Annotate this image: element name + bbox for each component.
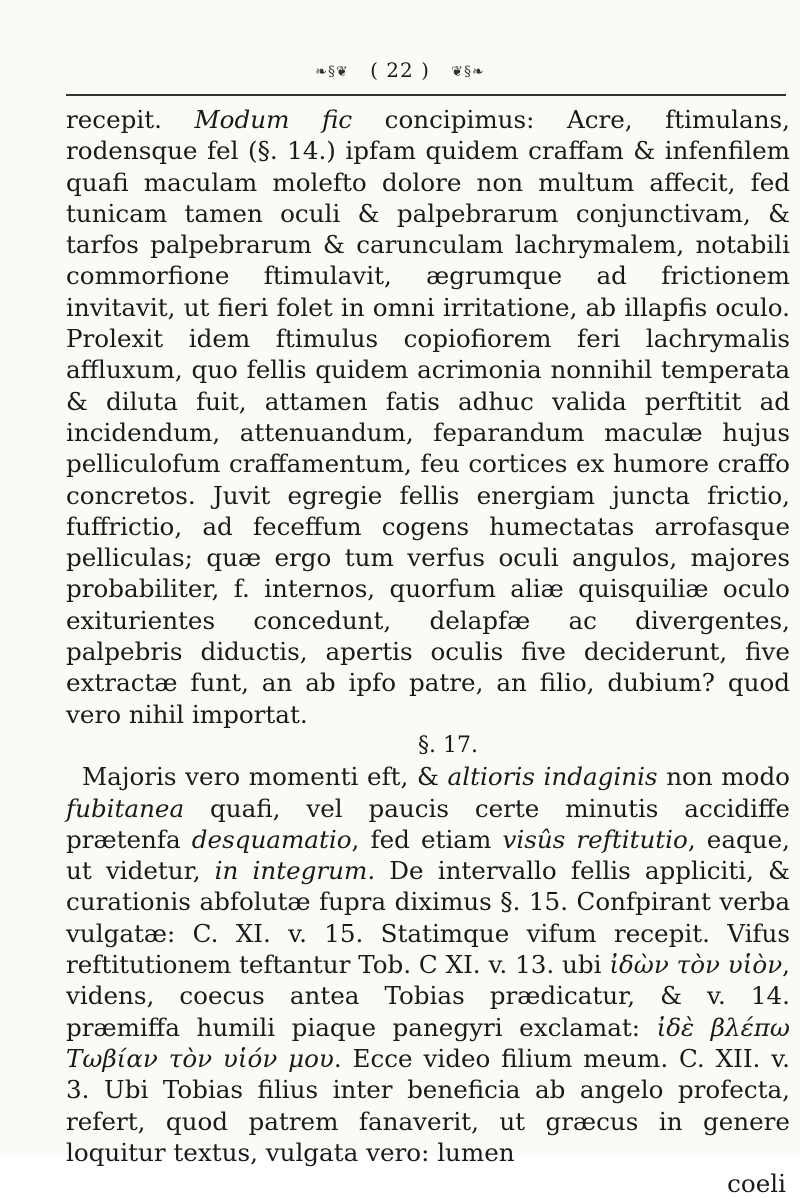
ornament-left-icon: ❧§❦ bbox=[315, 63, 349, 80]
greek-span: ἰδὲ βλέπω Τωβίαν τὸν υἱόν μου bbox=[66, 1012, 790, 1073]
page-number: ( 22 ) bbox=[370, 58, 430, 82]
text-span: , fed etiam bbox=[351, 824, 503, 854]
text-span: quafi, vel paucis certe minutis accidiffe prætenfa bbox=[66, 793, 790, 854]
header-rule bbox=[66, 94, 786, 96]
paragraph-2 bbox=[66, 761, 790, 1168]
text-span: , eaque, ut videtur, bbox=[66, 824, 790, 886]
italic-span: fubitanea bbox=[66, 793, 185, 823]
text-span: , videns, coecus antea Tobias prædicatur, & v. 14. præmiffa humili piaque panegyri exclamat: bbox=[66, 950, 790, 1042]
italic-span: in integrum. bbox=[214, 856, 376, 886]
text-span: De intervallo fellis appliciti, & curationis abfolutæ fupra diximus §. 15. Confpirant verba vulgatæ: C. XI. v. 15. Statimque vifum recepit. Vifus reftitutionem teftantur Tob. C XI. v. 13. ubi bbox=[66, 856, 790, 980]
body-text bbox=[66, 104, 790, 1199]
italic-span: visûs reftitutio bbox=[502, 824, 688, 854]
paragraph-1 bbox=[66, 104, 790, 730]
ornament-right-icon: ❦§❧ bbox=[451, 63, 485, 80]
text-span: concipimus: Acre, ftimulans, rodensque fel (§. 14.) ipfam quidem craffam & infenfilem quafi maculam molefto dolore non multum affecit, fed tunicam tamen oculi & palpebrarum conjunctivam, & tarfos palpebrarum & carunculam lachrymalem, notabili commorfione ftimulavit, ægrumque ad frictionem invitavit, ut fieri folet in omni irritatione, ab illapfis oculo. Prolexit idem ftimulus copiofiorem feri lachrymalis affluxum, quo fellis quidem acrimonia nonnihil temperata & diluta fuit, attamen fatis adhuc valida perftitit ad incidendum, attenuandum, feparandum maculæ hujus pelliculofum craffamentum, feu cortices ex humore craffo concretos. Juvit egregie fellis energiam juncta frictio, fuffrictio, ad feceffum cogens humectatas arrofasque pelliculas; quæ ergo tum verfus oculi angulos, majores probabiliter, f. internos, quorfum aliæ quisquiliæ oculo exiturientes concedunt, delapfæ ac divergentes, palpebris diductis, apertis oculis five deciderunt, five extractæ funt, an ab ipfo patre, an filio, dubium? quod vero nihil importat. bbox=[66, 105, 790, 729]
italic-span: altioris indaginis bbox=[447, 762, 658, 792]
catchword: coeli bbox=[727, 1169, 786, 1199]
text-span: Majoris vero momenti eft, & bbox=[82, 762, 448, 792]
page-header bbox=[0, 58, 800, 82]
section-number: §. 17. bbox=[418, 732, 478, 758]
italic-span: Modum fic bbox=[194, 105, 353, 134]
text-span: non modo bbox=[657, 762, 790, 792]
text-span: recepit. bbox=[66, 105, 195, 134]
italic-span: desquamatio bbox=[191, 824, 352, 854]
greek-span: ἰδὼν τὸν υἱὸν bbox=[609, 950, 783, 980]
text-span: . Ecce video filium meum. C. XII. v. 3. Ubi Tobias filius inter beneficia ab angelo profecta, refert, quod patrem fanaverit, ut græcus in genere loquitur textus, vulgata vero: lumen bbox=[66, 1043, 790, 1167]
